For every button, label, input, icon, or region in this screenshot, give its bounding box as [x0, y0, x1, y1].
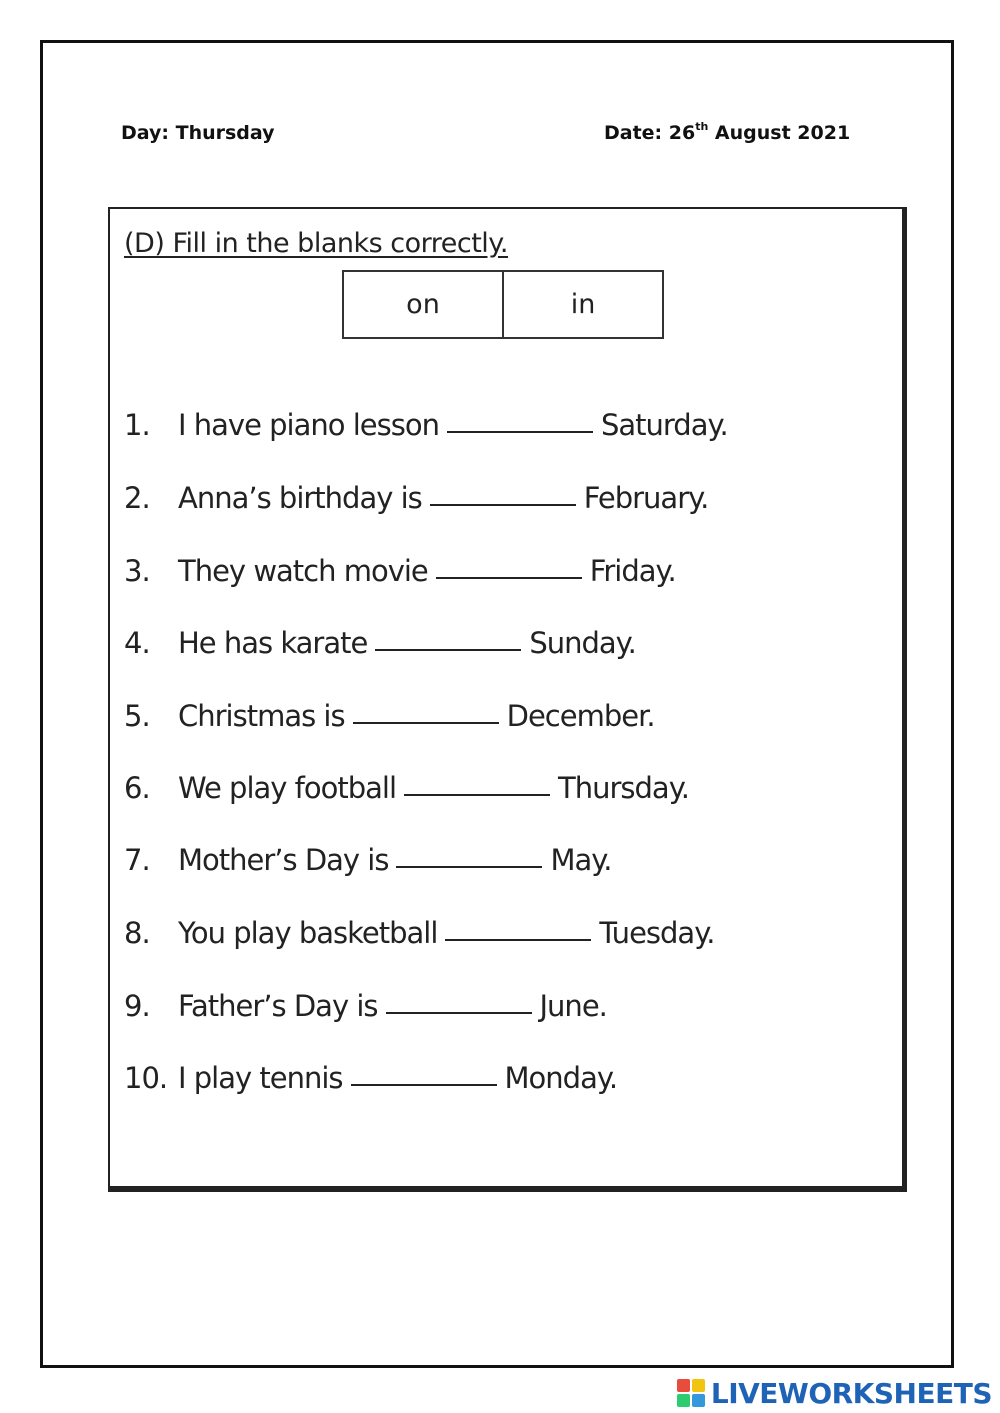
question-text-after: May. [550, 843, 612, 877]
question-text-before: Mother’s Day is [178, 843, 389, 877]
question-text-after: Tuesday. [599, 916, 715, 950]
question-number: 6. [124, 771, 150, 805]
answer-blank-7[interactable] [396, 840, 542, 868]
question-3 [124, 551, 676, 591]
question-text-before: Father’s Day is [178, 989, 378, 1023]
date-rest: August 2021 [708, 122, 851, 144]
word-bank-on: on [406, 289, 440, 320]
question-text-before: We play football [178, 771, 397, 805]
question-7 [124, 840, 612, 880]
question-number: 2. [124, 481, 150, 515]
question-10 [124, 1058, 617, 1098]
question-text-before: They watch movie [178, 554, 428, 588]
word-bank [342, 270, 664, 339]
question-8 [124, 913, 714, 953]
question-text-before: I have piano lesson [178, 408, 439, 442]
question-9 [124, 986, 607, 1026]
question-text-after: Saturday. [600, 408, 728, 442]
question-text-after: Thursday. [558, 771, 689, 805]
question-5 [124, 696, 655, 736]
question-text-after: Friday. [589, 554, 676, 588]
question-number: 5. [124, 699, 150, 733]
question-text-before: He has karate [178, 626, 368, 660]
question-text-before: You play basketball [178, 916, 438, 950]
answer-blank-10[interactable] [351, 1058, 497, 1086]
liveworksheets-brand-text: LIVEWORKSHEETS [710, 1376, 992, 1410]
question-1 [124, 405, 728, 445]
answer-blank-3[interactable] [436, 551, 582, 579]
question-text-after: Monday. [504, 1061, 618, 1095]
question-text-after: December. [506, 699, 655, 733]
question-4 [124, 623, 636, 663]
day-label: Day: Thursday [121, 122, 275, 144]
word-bank-in: in [502, 272, 662, 337]
answer-blank-9[interactable] [386, 986, 532, 1014]
question-number: 1. [124, 408, 150, 442]
question-text-before: Christmas is [178, 699, 345, 733]
question-text-after: Sunday. [529, 626, 636, 660]
question-number: 8. [124, 916, 150, 950]
answer-blank-8[interactable] [445, 913, 591, 941]
answer-blank-6[interactable] [404, 768, 550, 796]
question-number: 10. [124, 1061, 168, 1095]
question-number: 3. [124, 554, 150, 588]
question-text-before: Anna’s birthday is [178, 481, 422, 515]
question-text-before: I play tennis [178, 1061, 343, 1095]
question-number: 7. [124, 843, 150, 877]
liveworksheets-logo-icon [677, 1379, 705, 1407]
question-number: 4. [124, 626, 150, 660]
answer-blank-2[interactable] [430, 478, 576, 506]
question-6 [124, 768, 689, 808]
question-text-after: June. [539, 989, 607, 1023]
date-label [604, 122, 850, 144]
liveworksheets-watermark [677, 1376, 992, 1410]
date-ordinal: th [695, 120, 709, 133]
answer-blank-5[interactable] [353, 696, 499, 724]
date-prefix: Date: 26 [604, 122, 696, 144]
question-2 [124, 478, 708, 518]
answer-blank-1[interactable] [447, 405, 593, 433]
exercise-title: (D) Fill in the blanks correctly. [124, 228, 509, 259]
question-number: 9. [124, 989, 150, 1023]
question-text-after: February. [583, 481, 709, 515]
answer-blank-4[interactable] [375, 623, 521, 651]
